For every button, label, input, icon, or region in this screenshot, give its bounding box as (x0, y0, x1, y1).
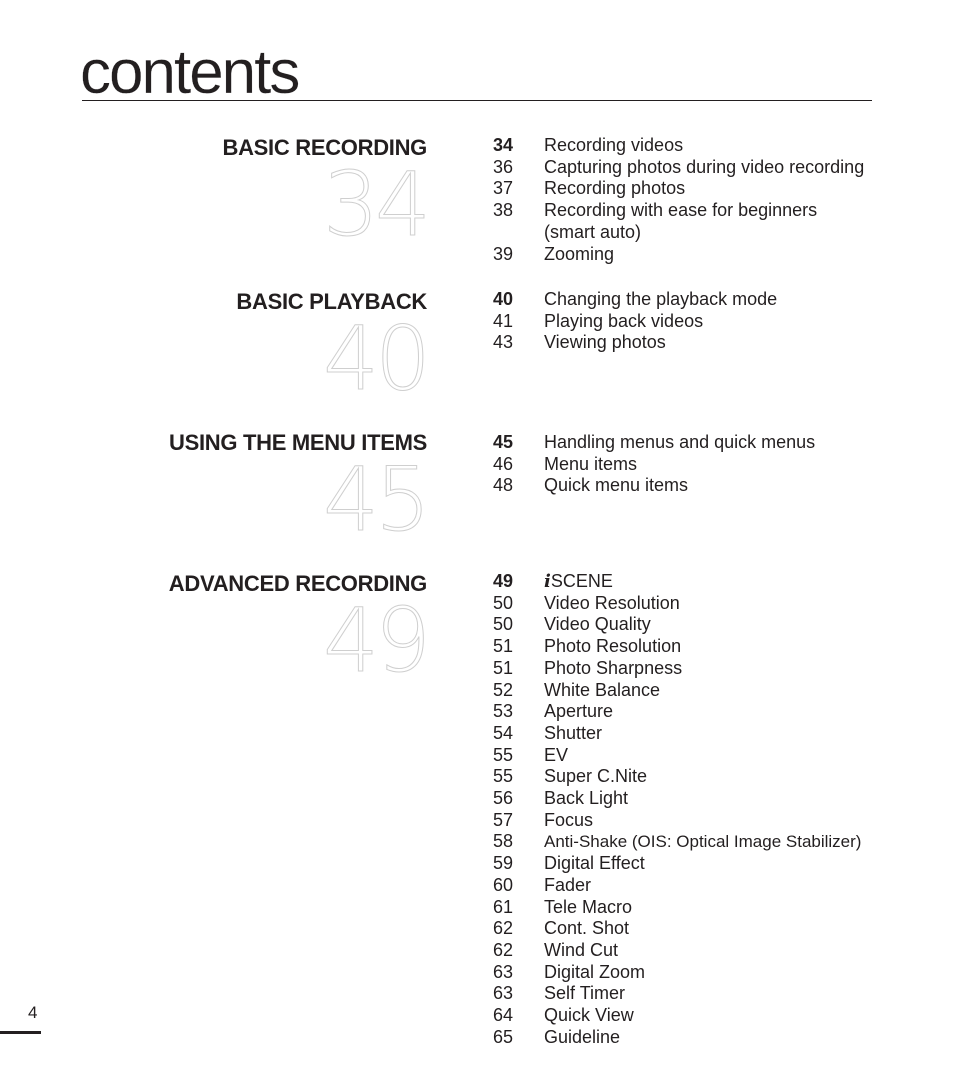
entry-text: Zooming (544, 243, 615, 264)
iscene-label: SCENE (550, 571, 613, 591)
section-big-number: 40 (323, 307, 427, 410)
list-item[interactable] (493, 200, 874, 243)
entry-text: Handling menus and quick menus (544, 432, 816, 452)
entry-page: 62 (493, 918, 514, 939)
list-item[interactable] (493, 897, 904, 919)
entry-text: Recording videos (544, 135, 684, 155)
entry-list (493, 289, 874, 354)
entry-page: 40 (493, 289, 514, 309)
list-item[interactable] (493, 766, 904, 788)
entry-text: Guideline (544, 1026, 621, 1047)
entry-page: 63 (493, 983, 514, 1004)
list-item[interactable] (493, 475, 874, 497)
entry-text: Recording photos (544, 178, 686, 199)
section-heading: USING THE MENU ITEMS (168, 430, 427, 455)
entry-page: 60 (493, 874, 514, 895)
entry-list (493, 571, 904, 1048)
entry-page: 37 (493, 178, 514, 199)
entry-page: 55 (493, 744, 514, 765)
entry-page: 50 (493, 614, 514, 635)
entry-text: Super C.Nite (544, 766, 648, 787)
list-item[interactable] (493, 680, 904, 702)
entry-page: 38 (493, 200, 514, 221)
list-item[interactable] (493, 289, 874, 311)
section-big-number: 45 (323, 448, 427, 551)
list-item[interactable] (493, 135, 874, 157)
entry-text: Photo Resolution (544, 636, 682, 657)
entry-page: 57 (493, 809, 514, 830)
list-item[interactable] (493, 454, 874, 476)
entry-page: 54 (493, 722, 514, 743)
list-item[interactable] (493, 1027, 904, 1049)
entry-text: Tele Macro (544, 896, 633, 917)
list-item[interactable] (493, 745, 904, 767)
entry-text: Viewing photos (544, 332, 666, 353)
entry-page: 48 (493, 475, 514, 496)
list-item[interactable] (493, 1005, 904, 1027)
entry-page: 39 (493, 243, 514, 264)
list-item[interactable] (493, 432, 874, 454)
entry-text: Shutter (544, 722, 603, 743)
entry-page: 62 (493, 939, 514, 960)
list-item[interactable] (493, 593, 904, 615)
list-item[interactable] (493, 962, 904, 984)
section-big-number: 34 (323, 153, 427, 256)
entry-page: 56 (493, 788, 514, 809)
entry-list (493, 432, 874, 497)
list-item[interactable] (493, 571, 904, 593)
section-big-number: 49 (323, 589, 427, 692)
section-heading: ADVANCED RECORDING (168, 571, 427, 596)
entry-text: Self Timer (544, 983, 626, 1004)
list-item[interactable] (493, 918, 904, 940)
entry-text: Photo Sharpness (544, 657, 683, 678)
list-item[interactable] (493, 701, 904, 723)
list-item[interactable] (493, 636, 904, 658)
section-heading: BASIC PLAYBACK (236, 289, 427, 314)
entry-text: Aperture (544, 701, 614, 722)
entry-text: Digital Zoom (544, 961, 646, 982)
entry-page: 49 (493, 571, 514, 591)
entry-text: Fader (544, 874, 592, 895)
entry-page: 41 (493, 310, 514, 331)
list-item[interactable] (493, 831, 904, 853)
page-number: 4 (28, 1003, 38, 1022)
list-item[interactable] (493, 157, 874, 179)
list-item[interactable] (493, 178, 874, 200)
entry-text: Menu items (544, 453, 638, 474)
list-item[interactable] (493, 614, 904, 636)
entry-page: 36 (493, 156, 514, 177)
list-item[interactable] (493, 983, 904, 1005)
iscene-i-glyph: i (544, 571, 551, 592)
entry-text: Wind Cut (544, 939, 619, 960)
entry-page: 50 (493, 592, 514, 613)
list-item[interactable] (493, 875, 904, 897)
entry-text: Video Quality (544, 614, 651, 635)
entry-text: Quick View (544, 1005, 634, 1026)
entry-text: Playing back videos (544, 310, 704, 331)
entry-page: 64 (493, 1005, 514, 1026)
entry-page: 53 (493, 701, 514, 722)
entry-page: 45 (493, 432, 514, 452)
entry-page: 65 (493, 1026, 514, 1047)
page-title: contents (80, 38, 299, 107)
entry-text: EV (544, 744, 569, 765)
entry-page: 34 (493, 135, 514, 155)
entry-text: Cont. Shot (544, 918, 630, 939)
entry-page: 58 (493, 831, 514, 852)
entry-text: Digital Effect (544, 853, 645, 874)
entry-page: 43 (493, 332, 514, 353)
entry-text: White Balance (544, 679, 661, 700)
list-item[interactable] (493, 723, 904, 745)
list-item[interactable] (493, 940, 904, 962)
entry-text: Focus (544, 809, 594, 830)
list-item[interactable] (493, 658, 904, 680)
entry-text: Video Resolution (544, 592, 680, 613)
list-item[interactable] (493, 853, 904, 875)
list-item[interactable] (493, 810, 904, 832)
entry-page: 51 (493, 657, 514, 678)
entry-page: 63 (493, 961, 514, 982)
entry-page: 52 (493, 679, 514, 700)
section-heading: BASIC RECORDING (222, 135, 427, 160)
entry-page: 61 (493, 896, 514, 917)
entry-text: Back Light (544, 788, 629, 809)
list-item[interactable] (493, 311, 874, 333)
entry-text: Changing the playback mode (544, 289, 778, 309)
entry-text: Recording with ease for beginners (smart auto) (544, 200, 818, 242)
page-number-bar (0, 1031, 41, 1034)
entry-page: 55 (493, 766, 514, 787)
entry-text (544, 571, 874, 593)
entry-page: 51 (493, 636, 514, 657)
entry-page: 46 (493, 453, 514, 474)
title-rule (82, 100, 872, 101)
list-item[interactable] (493, 788, 904, 810)
entry-page: 59 (493, 853, 514, 874)
list-item[interactable] (493, 244, 874, 266)
entry-list (493, 135, 874, 265)
list-item[interactable] (493, 332, 874, 354)
entry-text: Capturing photos during video recording (544, 156, 865, 177)
entry-text: Anti-Shake (OIS: Optical Image Stabilizer) (544, 832, 862, 852)
entry-text: Quick menu items (544, 475, 689, 496)
